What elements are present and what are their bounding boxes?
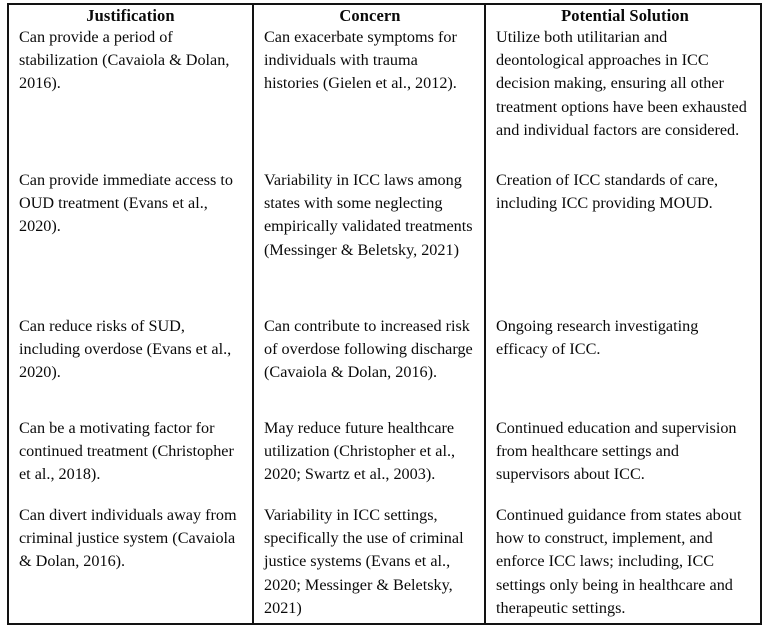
cell-solution-row-1: Utilize both utilitarian and deontological approaches in ICC decision making, ensuring all other treatment options have been exhausted and individual factors are considered. [496,28,747,139]
column-potential-solution [486,5,762,623]
column-header-potential-solution: Potential Solution [561,6,689,25]
cell-justification-row-5: Can divert individuals away from criminal justice system (Cavaiola & Dolan, 2016). [19,506,237,571]
column-header-justification: Justification [86,6,175,25]
cell-solution-row-3: Ongoing research investigating efficacy of ICC. [496,317,699,359]
cell-solution-row-5: Continued guidance from states about how to construct, implement, and enforce ICC laws; including, ICC settings only being in healthcare and therapeutic settings. [496,506,742,617]
column-header-concern: Concern [339,6,401,25]
cell-concern-row-4: May reduce future healthcare utilization (Christopher et al., 2020; Swartz et al., 2003). [264,419,456,484]
cell-justification-row-2: Can provide immediate access to OUD treatment (Evans et al., 2020). [19,171,233,236]
cell-justification-row-1: Can provide a period of stabilization (Cavaiola & Dolan, 2016). [19,28,230,93]
cell-justification-row-3: Can reduce risks of SUD, including overdose (Evans et al., 2020). [19,317,232,382]
cell-concern-row-5: Variability in ICC settings, specifically the use of criminal justice systems (Evans et al., 2020; Messinger & Beletsky, 2021) [264,506,464,617]
cell-concern-row-3: Can contribute to increased risk of overdose following discharge (Cavaiola & Dolan, 2016). [264,317,473,382]
cell-concern-row-1: Can exacerbate symptoms for individuals with trauma histories (Gielen et al., 2012). [264,28,457,93]
comparison-table [7,3,762,625]
cell-solution-row-4: Continued education and supervision from healthcare settings and supervisors about ICC. [496,419,737,484]
column-justification [9,5,252,623]
cell-solution-row-2: Creation of ICC standards of care, including ICC providing MOUD. [496,171,719,213]
column-concern [254,5,484,623]
cell-justification-row-4: Can be a motivating factor for continued treatment (Christopher et al., 2018). [19,419,234,484]
cell-concern-row-2: Variability in ICC laws among states with some neglecting empirically validated treatments (Messinger & Beletsky, 2021) [264,171,473,259]
